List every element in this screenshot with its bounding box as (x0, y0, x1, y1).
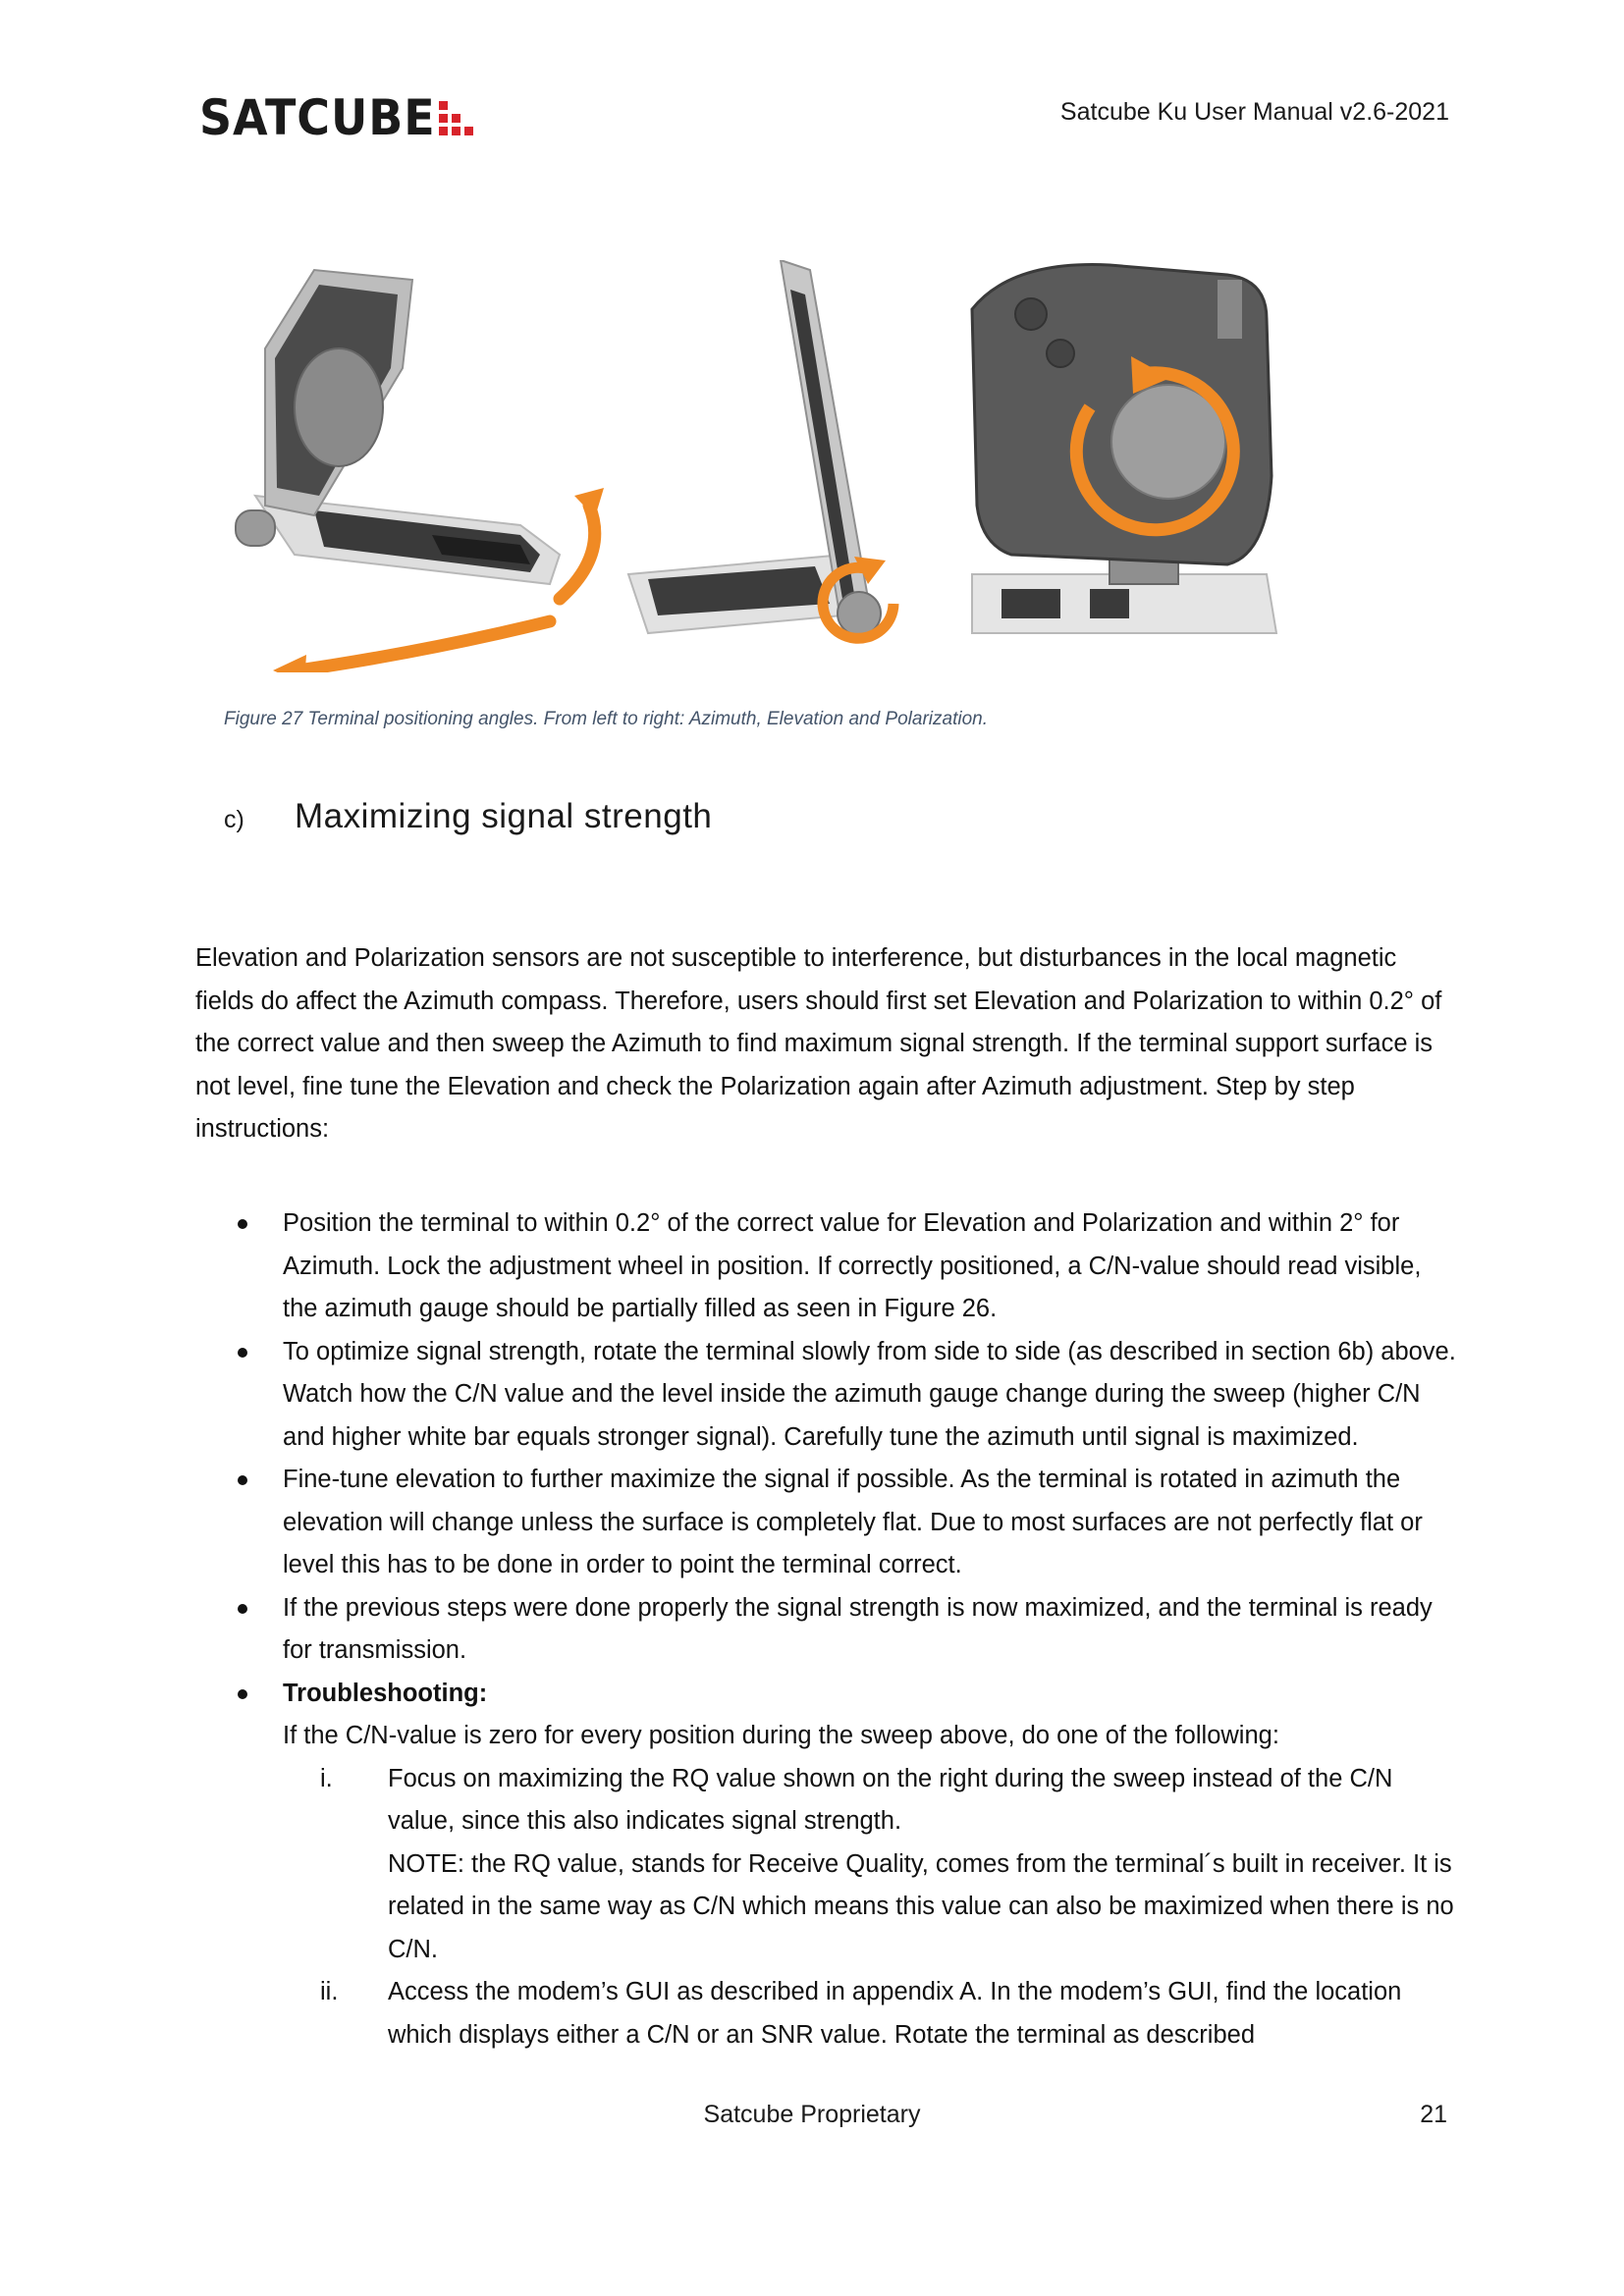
list-item (195, 1587, 1462, 1673)
step-text: Access the modem’s GUI as described in appendix A. In the modem’s GUI, find the location which displays either a C/N or an SNR value. Rotate the terminal as described (388, 1978, 1402, 2049)
instruction-list (195, 1202, 1462, 2056)
footer-proprietary: Satcube Proprietary (703, 2101, 921, 2128)
troubleshooting-step (283, 1758, 1462, 1972)
satcube-logo (199, 90, 473, 145)
bullet-icon (195, 1202, 283, 1331)
azimuth-terminal-illustration (236, 270, 560, 584)
section-marker: c) (224, 806, 244, 833)
figure-caption: Figure 27 Terminal positioning angles. From left to right: Azimuth, Elevation and Polarization. (224, 709, 988, 729)
bullet-icon (195, 1331, 283, 1460)
section-heading (224, 797, 712, 836)
step-number: ii. (320, 1978, 339, 2005)
list-item (195, 1202, 1462, 1331)
list-item-text: Fine-tune elevation to further maximize the signal if possible. As the terminal is rotated in azimuth the elevation will change unless the surface is completely flat. Due to most surfaces are not perfectly flat or level this has to be done in order to point the terminal correct. (283, 1466, 1423, 1578)
terminal-positioning-figure (226, 260, 1384, 672)
step-number: i. (320, 1764, 333, 1792)
list-item-text: To optimize signal strength, rotate the terminal slowly from side to side (as described in section 6b) above. Watch how the C/N value and the level inside the azimuth gauge change during the sweep (higher C/N and higher white bar equals stronger signal). Carefully tune the azimuth until signal is maximized. (283, 1337, 1456, 1451)
logo-dots-icon (439, 101, 473, 135)
bullet-icon (195, 1587, 283, 1673)
intro-paragraph: Elevation and Polarization sensors are not susceptible to interference, but disturbances in the local magnetic fields do affect the Azimuth compass. Therefore, users should first set Elevation and Polarization to within 0.2° of the correct value and then sweep the Azimuth to find maximum signal strength. If the terminal support surface is not level, fine tune the Elevation and check the Polarization again after Azimuth adjustment. Step by step instructions: (195, 944, 1442, 1143)
troubleshooting-item (195, 1673, 1462, 2057)
list-item-text: Position the terminal to within 0.2° of the correct value for Elevation and Polarization and within 2° for Azimuth. Lock the adjustment wheel in position. If correctly positioned, a C/N-value should read visible, the azimuth gauge should be partially filled as seen in Figure 26. (283, 1209, 1422, 1322)
list-item (195, 1331, 1462, 1460)
troubleshooting-steps (283, 1758, 1462, 2057)
page-number: 21 (1420, 2101, 1447, 2128)
troubleshooting-intro: If the C/N-value is zero for every position during the sweep above, do one of the following: (283, 1722, 1279, 1749)
troubleshooting-step (283, 1971, 1462, 2056)
section-title: Maximizing signal strength (295, 797, 713, 835)
list-item (195, 1459, 1462, 1587)
step-note: NOTE: the RQ value, stands for Receive Quality, comes from the terminal´s built in receiver. It is related in the same way as C/N which means this value can also be maximized when there is no C/N. (388, 1849, 1454, 1963)
elevation-terminal-illustration (628, 260, 881, 635)
step-text: Focus on maximizing the RQ value shown on the right during the sweep instead of the C/N value, since this also indicates signal strength. (388, 1764, 1393, 1835)
logo-wordmark: SATCUBE (199, 89, 436, 146)
troubleshooting-heading: Troubleshooting: (283, 1679, 488, 1707)
bullet-icon (195, 1459, 283, 1587)
document-title: Satcube Ku User Manual v2.6-2021 (1059, 98, 1449, 126)
bullet-icon (195, 1673, 283, 2057)
list-item-text: If the previous steps were done properly the signal strength is now maximized, and the terminal is ready for transmission. (283, 1593, 1433, 1664)
